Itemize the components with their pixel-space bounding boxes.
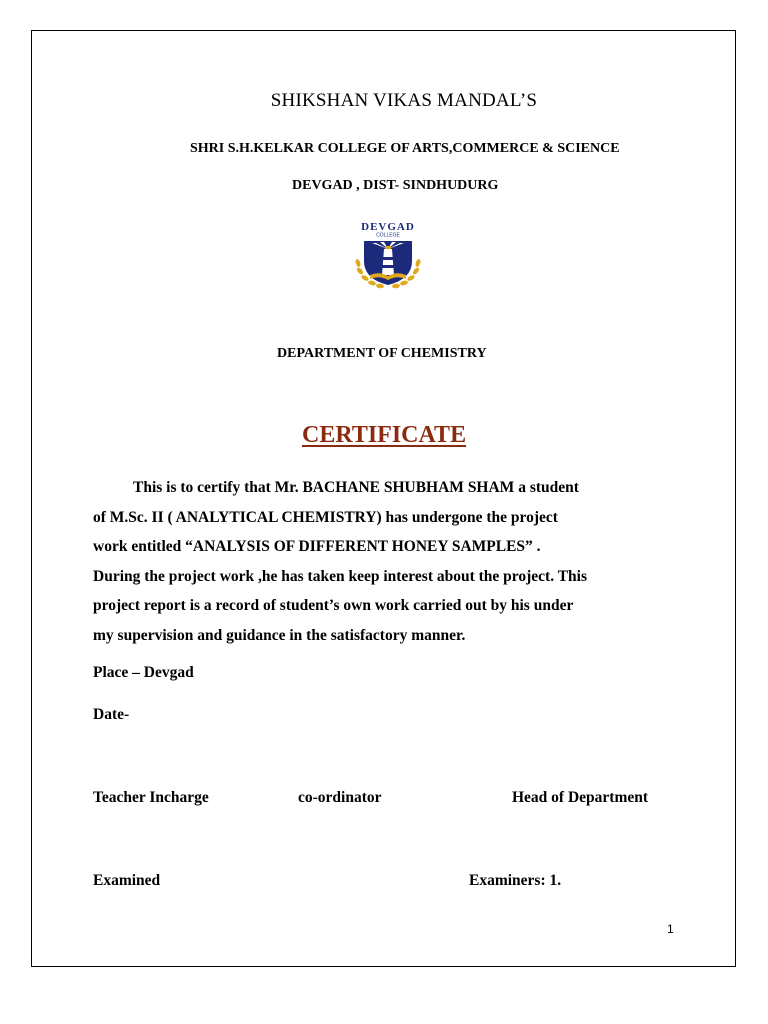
logo-text-devgad: DEVGAD [361,221,415,233]
department-name: DEPARTMENT OF CHEMISTRY [277,346,487,361]
body-line: my supervision and guidance in the satisfactory manner. [93,626,466,644]
body-line: This is to certify that Mr. BACHANE SHUBHAM SHAM a student [133,479,579,496]
college-logo [342,219,434,291]
body-line: of M.Sc. II ( ANALYTICAL CHEMISTRY) has undergone the project [93,508,558,526]
body-line: During the project work ,he has taken keep interest about the project. This [93,567,587,585]
college-name: SHRI S.H.KELKAR COLLEGE OF ARTS,COMMERCE & SCIENCE [190,141,620,156]
college-location: DEVGAD , DIST- SINDHUDURG [292,178,499,193]
head-of-department-label: Head of Department [512,789,649,806]
place-field: Place – Devgad [93,664,194,681]
page-number: 1 [667,922,674,936]
certificate-title: CERTIFICATE [302,422,467,448]
examiners-label: Examiners: 1. [469,872,562,889]
certificate-body [93,473,683,650]
body-line: project report is a record of student’s own work carried out by his under [93,597,574,614]
date-field: Date- [93,706,130,723]
logo-text-college: COLLEGE [376,232,400,239]
body-line: work entitled “ANALYSIS OF DIFFERENT HONEY SAMPLES” . [93,538,541,555]
teacher-incharge-label: Teacher Incharge [93,789,209,806]
coordinator-label: co-ordinator [298,789,382,806]
society-name: SHIKSHAN VIKAS MANDAL’S [270,90,538,111]
examined-label: Examined [93,872,161,889]
